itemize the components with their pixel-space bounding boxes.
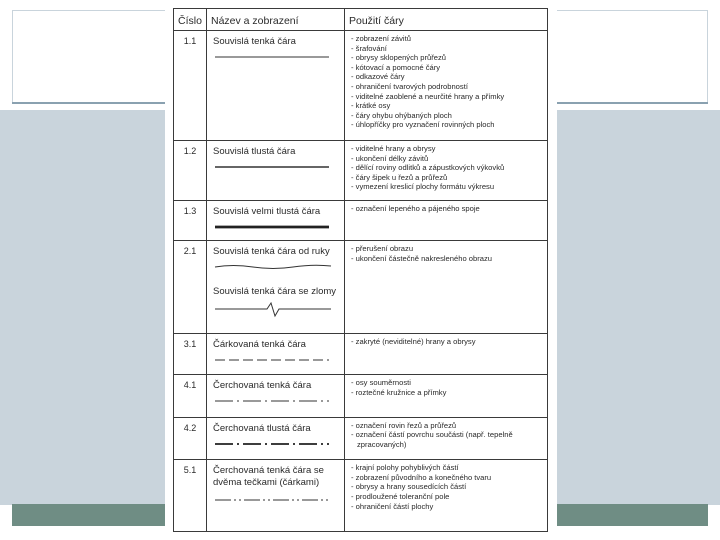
row-name-cell bbox=[207, 334, 345, 375]
header-usage: Použití čáry bbox=[345, 9, 548, 31]
row-name-cell bbox=[207, 375, 345, 417]
row-number: 4.1 bbox=[174, 375, 207, 417]
row-name-cell bbox=[207, 141, 345, 201]
row-name: Čerchovaná tlustá čára bbox=[213, 422, 311, 434]
usage-item: - vymezení kreslicí plochy formátu výkresu bbox=[351, 182, 543, 192]
row-name: Souvislá velmi tlustá čára bbox=[213, 205, 321, 217]
usage-item: - odkazové čáry bbox=[351, 72, 543, 82]
row-name: Souvislá tlustá čára bbox=[213, 146, 296, 158]
row-name: Souvislá tenká čára bbox=[213, 36, 296, 47]
usage-item: - označení částí povrchu součásti (např. tepelně bbox=[351, 430, 543, 440]
usage-item: - roztečné kružnice a přímky bbox=[351, 388, 543, 398]
header-number: Číslo bbox=[174, 9, 207, 31]
usage-item: - čáry šipek u řezů a průřezů bbox=[351, 173, 543, 183]
usage-item: - čáry ohybu ohýbaných ploch bbox=[351, 111, 543, 121]
usage-item: - osy souměrnosti bbox=[351, 378, 543, 388]
row-usage-cell bbox=[345, 417, 548, 459]
usage-item: - zobrazení původního a konečného tvaru bbox=[351, 473, 543, 483]
usage-item: - obrysy sklopených průřezů bbox=[351, 53, 543, 63]
row-name: Souvislá tenká čára od ruky bbox=[213, 246, 330, 258]
row-name: Čerchovaná tenká čára se bbox=[213, 465, 324, 477]
very-thick-solid-line-sample bbox=[213, 224, 331, 230]
zigzag-line-sample bbox=[213, 300, 333, 318]
usage-item: - označení lepeného a pájeného spoje bbox=[351, 204, 543, 214]
row-name-cell bbox=[207, 31, 345, 141]
line-types-table bbox=[173, 8, 548, 532]
usage-item: - viditelné hrany a obrysy bbox=[351, 144, 543, 154]
row-usage-cell bbox=[345, 141, 548, 201]
usage-item: - prodloužené toleranční pole bbox=[351, 492, 543, 502]
usage-item: - krajní polohy pohyblivých částí bbox=[351, 463, 543, 473]
row-name-cell bbox=[207, 417, 345, 459]
row-usage-cell bbox=[345, 241, 548, 334]
table-row bbox=[174, 241, 548, 334]
row-number: 1.2 bbox=[174, 141, 207, 201]
thin-solid-line-sample bbox=[213, 54, 331, 60]
dashed-line-sample bbox=[213, 357, 331, 363]
row-usage-cell bbox=[345, 334, 548, 375]
row-name-cell bbox=[207, 200, 345, 240]
usage-item: - ohraničení částí plochy bbox=[351, 502, 543, 512]
usage-item: - kótovací a pomocné čáry bbox=[351, 63, 543, 73]
row-usage-cell bbox=[345, 200, 548, 240]
row-usage-cell bbox=[345, 460, 548, 532]
header-name: Název a zobrazení bbox=[207, 9, 345, 31]
usage-item: - úhlopříčky pro vyznačení rovinných ploch bbox=[351, 120, 543, 130]
row-number: 5.1 bbox=[174, 460, 207, 532]
row-number: 3.1 bbox=[174, 334, 207, 375]
table-header-row bbox=[174, 9, 548, 31]
row-name: Čerchovaná tenká čára bbox=[213, 380, 312, 392]
row-name-cell bbox=[207, 460, 345, 532]
row-number: 2.1 bbox=[174, 241, 207, 334]
usage-item: - krátké osy bbox=[351, 101, 543, 111]
row-usage-cell bbox=[345, 31, 548, 141]
dashdot-thick-line-sample bbox=[213, 441, 331, 447]
table-row bbox=[174, 334, 548, 375]
usage-item: - obrysy a hrany sousedících částí bbox=[351, 482, 543, 492]
row-number: 4.2 bbox=[174, 417, 207, 459]
dashdot-thin-line-sample bbox=[213, 398, 331, 404]
usage-item: - ohraničení tvarových podrobností bbox=[351, 82, 543, 92]
usage-item: - zakryté (neviditelné) hrany a obrysy bbox=[351, 337, 543, 347]
row-name-secondary: Souvislá tenká čára se zlomy bbox=[213, 286, 337, 298]
freehand-line-sample bbox=[213, 262, 333, 272]
usage-item: - označení rovin řezů a průřezů bbox=[351, 421, 543, 431]
row-number: 1.3 bbox=[174, 200, 207, 240]
usage-item: - viditelné zaoblené a neurčité hrany a přímky bbox=[351, 92, 543, 102]
row-name-cell bbox=[207, 241, 345, 334]
row-usage-cell bbox=[345, 375, 548, 417]
table-row bbox=[174, 31, 548, 141]
table-row bbox=[174, 141, 548, 201]
row-number: 1.1 bbox=[174, 31, 207, 141]
table-row bbox=[174, 375, 548, 417]
usage-item: - dělící roviny odlitků a zápustkových výkovků bbox=[351, 163, 543, 173]
usage-item: - zobrazení závitů bbox=[351, 34, 543, 44]
usage-item: - šrafování bbox=[351, 44, 543, 54]
row-name: Čárkovaná tenká čára bbox=[213, 339, 306, 350]
usage-item: - přerušení obrazu bbox=[351, 244, 543, 254]
row-name-line2: dvěma tečkami (čárkami) bbox=[213, 477, 320, 489]
table-row bbox=[174, 417, 548, 459]
usage-item: - ukončení částečně nakresleného obrazu bbox=[351, 254, 543, 264]
usage-item-continuation: zpracovaných) bbox=[357, 440, 407, 450]
table-row bbox=[174, 200, 548, 240]
thick-solid-line-sample bbox=[213, 164, 331, 170]
usage-item: - ukončení délky závitů bbox=[351, 154, 543, 164]
dashdotdot-line-sample bbox=[213, 497, 331, 503]
table-row bbox=[174, 460, 548, 532]
